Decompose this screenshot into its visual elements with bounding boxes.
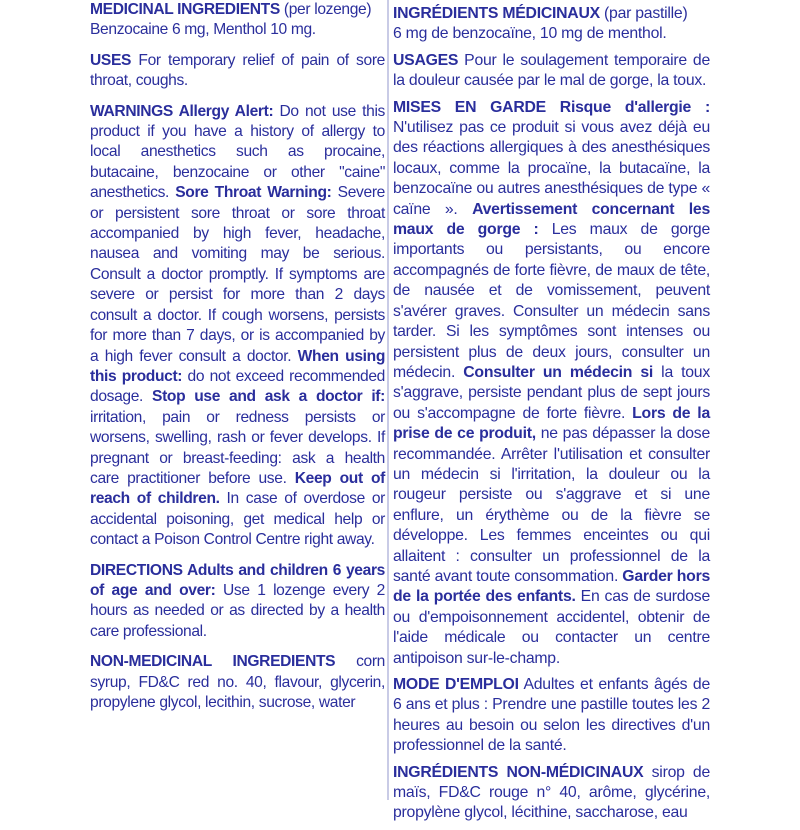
en-directions-body: Use 1 lozenge every 2 hours as needed or as directed by a health care professional. [90,581,386,640]
fr-directions-body: Adultes et enfants âgés de 6 ans et plus : Prendre une pastille toutes les 2 heures au besoin ou selon les directives d'un professionnel de la santé. [393,676,710,755]
en-when-using-body: do not exceed recommended dosage. [90,367,386,406]
en-stop-use-body: irritation, pain or redness persists or worsens, swelling, rash or fever develops. If pregnant or breast-feeding: ask a health care practitioner before use. [90,408,385,487]
en-allergy-alert-body: Do not use this product if you have a history of allergy to local anesthetics such as procaine, butacaine, benzocaine or other "caine" anesthetics. [90,102,386,202]
en-uses [90,51,385,92]
fr-sore-throat-label: Avertissement concernant les maux de gorge : [393,200,710,239]
fr-when-using-label: Lors de la prise de ce produit, [393,404,710,443]
fr-warnings-heading: MISES EN GARDE [393,98,546,116]
fr-keep-out-label: Garder hors de la portée des enfants. [393,567,710,606]
en-stop-use-label: Stop use and ask a doctor if: [152,388,385,406]
column-divider [387,0,389,800]
en-non-medicinal-ingredients [90,652,385,713]
fr-warnings [393,98,710,669]
fr-allergy-body: N'utilisez pas ce produit si vous avez déjà eu des réactions allergiques à des anesthésiques locaux, comme la procaïne, la butacaïne, la benzocaïne ou autres anesthésiques de type « caïne ». [393,119,710,218]
fr-nonmed-body: sirop de maïs, FD&C rouge n° 40, arôme, glycérine, propylène glycol, lécithine, saccharose, eau [393,763,710,822]
en-uses-body: For temporary relief of pain of sore throat, coughs. [90,51,385,90]
fr-sore-throat-body: Les maux de gorge importants ou persistants, ou encore accompagnés de forte fièvre, de maux de tête, de nausée et de vomissement, peuvent s'avérer graves. Consulter un médecin sans tarder. Si les symptômes sont intenses ou persistent plus de deux jours, consulter un médecin. [393,221,710,381]
fr-directions [393,675,710,757]
fr-uses [393,51,710,92]
en-medicinal-qualifier: (per lozenge) [279,1,372,18]
fr-keep-out-body: En cas de surdose ou d'empoisonnement accidentel, obtenir de l'aide médicale ou contacter un centre antipoison sur-le-champ. [393,588,710,667]
en-when-using-label: When using this product: [90,347,385,385]
fr-when-using-body: ne pas dépasser la dose recommandée. Arrêter l'utilisation et consulter un médecin si l'irritation, la douleur ou la rougeur persiste ou s'aggrave et si une enflure, un érythème ou de la fièvre se développe. Les femmes enceintes ou qui allaitent : consulter un professionnel de la santé avant toute consommation. [393,425,710,585]
fr-medicinal-ingredients [393,4,710,45]
en-medicinal-heading: MEDICINAL INGREDIENTS [90,1,280,18]
fr-uses-body: Pour le soulagement temporaire de la douleur causée par le mal de gorge, la toux. [393,51,710,90]
en-sore-throat-label: Sore Throat Warning: [175,184,332,202]
en-directions-label: Adults and children 6 years of age and over: [90,561,385,599]
fr-allergy-label: Risque d'allergie : [545,98,710,116]
fr-consult-body: la toux s'aggrave, persiste pendant plus de sept jours ou s'accompagne de forte fièvre. [393,363,710,422]
en-nonmed-body: corn syrup, FD&C red no. 40, flavour, glycerin, propylene glycol, lecithin, sucrose, water [90,653,386,711]
en-medicinal-body: Benzocaine 6 mg, Menthol 10 mg. [90,21,316,39]
fr-nonmed-heading: INGRÉDIENTS NON-MÉDICINAUX [393,763,644,781]
fr-medicinal-qualifier: (par pastille) [599,5,688,22]
en-nonmed-heading: NON-MEDICINAL INGREDIENTS [90,653,336,671]
french-column [393,4,710,830]
english-column [90,0,385,723]
fr-directions-heading: MODE D'EMPLOI [393,676,519,693]
fr-medicinal-body: 6 mg de benzocaïne, 10 mg de menthol. [393,25,667,43]
en-warnings [90,102,385,551]
en-directions-heading: DIRECTIONS [90,561,183,579]
en-uses-heading: USES [90,51,132,69]
en-warnings-heading: WARNINGS [90,102,173,120]
fr-medicinal-heading: INGRÉDIENTS MÉDICINAUX [393,5,600,22]
en-keep-out-body: In case of overdose or accidental poisoning, get medical help or contact a Poison Control Centre right away. [90,490,385,549]
fr-uses-heading: USAGES [393,51,459,69]
fr-consult-label: Consulter un médecin si [463,363,654,381]
en-directions [90,561,385,643]
fr-non-medicinal-ingredients [393,763,710,824]
en-sore-throat-body: Severe or persistent sore throat or sore throat accompanied by high fever, headache, nausea and vomiting may be serious. Consult a doctor promptly. If symptoms are severe or persist for more than 2 days consult a doctor. If cough worsens, persists for more than 7 days, or is accompanied by a high fever consult a doctor. [90,184,385,365]
en-keep-out-label: Keep out of reach of children. [90,469,385,508]
en-medicinal-ingredients [90,0,385,41]
en-allergy-alert-label: Allergy Alert: [172,102,274,120]
